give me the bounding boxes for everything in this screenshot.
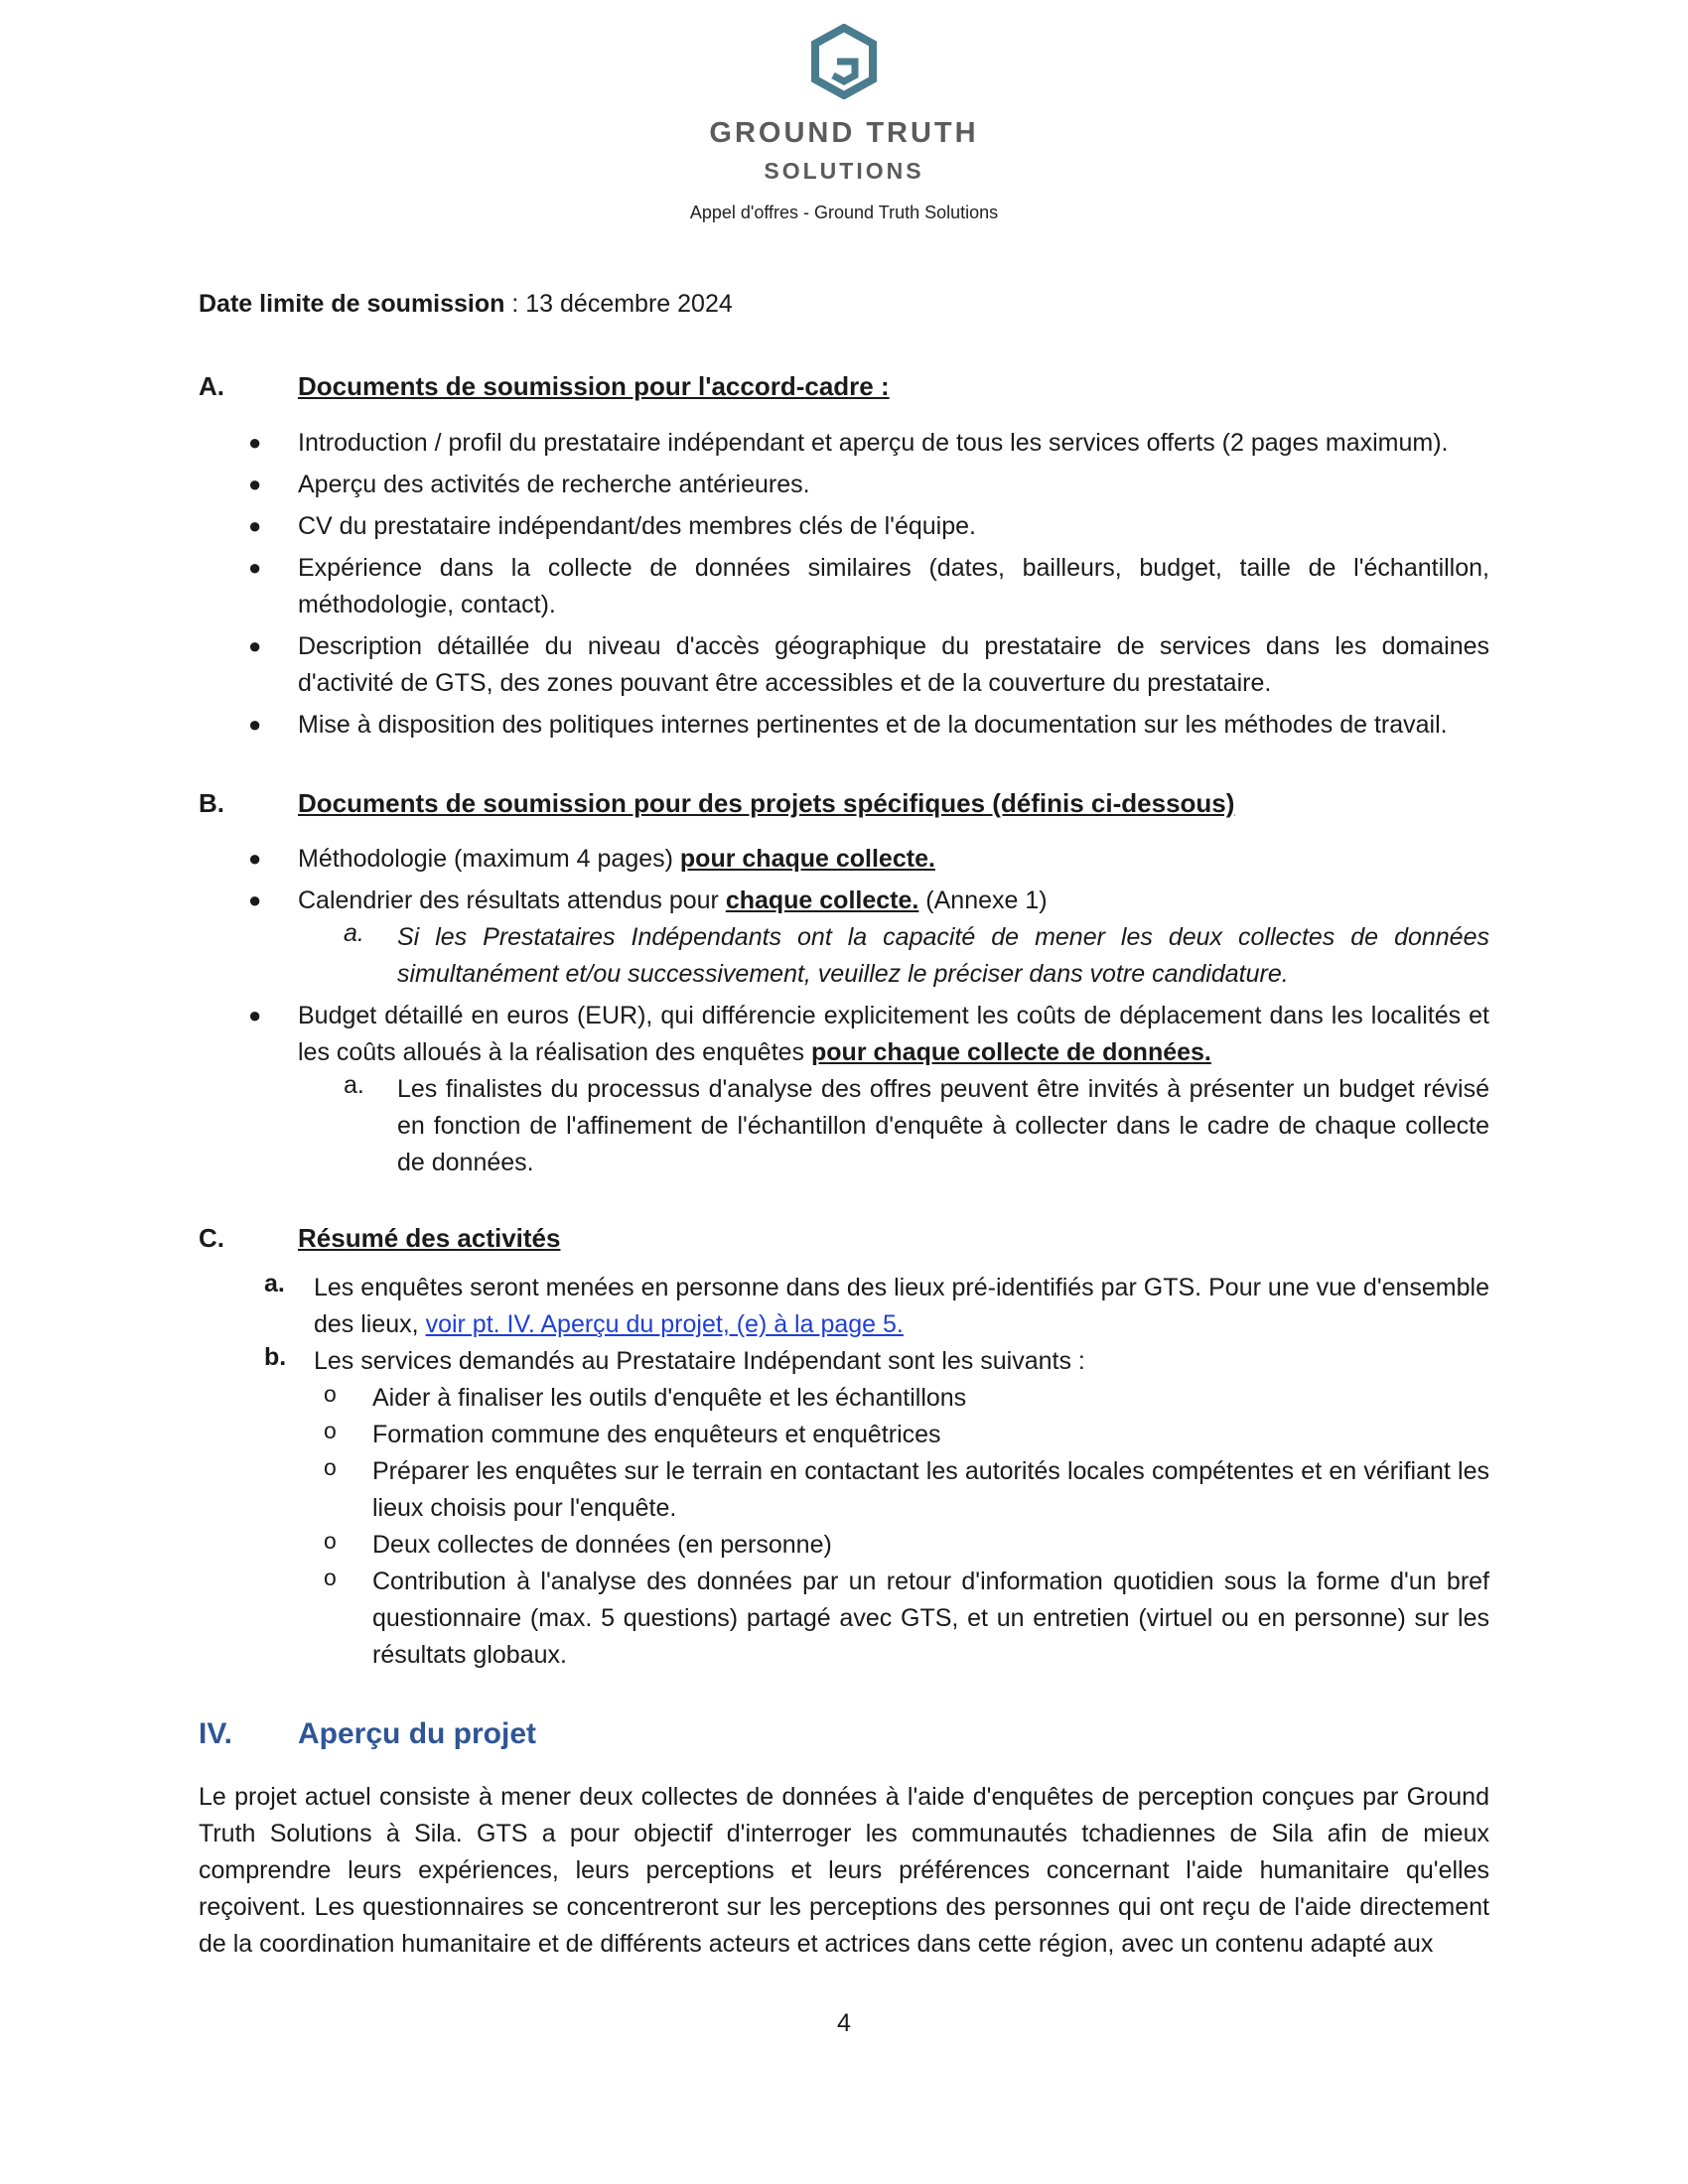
section-b-title: Documents de soumission pour des projets spécifiques (définis ci-dessous) [298, 788, 1235, 818]
bullet-icon: ● [248, 555, 262, 580]
section-iv-number: IV. [199, 1717, 232, 1750]
section-b-letter: B. [199, 788, 224, 818]
list-item: Les services demandés au Prestataire Indépendant sont les suivants : [314, 1347, 1085, 1375]
deadline-label: Date limite de soumission [199, 290, 505, 318]
bullet-icon: ● [248, 887, 262, 912]
list-item [298, 841, 1489, 878]
list-item [314, 1270, 1489, 1343]
item-emphasis: pour chaque collecte de données. [811, 1038, 1211, 1066]
list-item [298, 883, 1489, 919]
section-iv-title: Aperçu du projet [298, 1717, 537, 1750]
item-text: Budget détaillé en euros (EUR), qui différencie explicitement les coûts de déplacement dans les localités et les coûts alloués à la réalisation des enquêtes [298, 1002, 1489, 1066]
item-label: b. [264, 1343, 287, 1371]
brand-name: GROUND TRUTH [709, 117, 979, 149]
item-emphasis: chaque collecte. [725, 887, 919, 914]
item-label: a. [264, 1270, 285, 1297]
page-number: 4 [837, 2009, 851, 2037]
deadline [199, 290, 733, 319]
bullet-icon: ● [248, 633, 262, 658]
section-a-title: Documents de soumission pour l'accord-cadre : [298, 371, 890, 401]
sub-list-item: Formation commune des enquêteurs et enquêtrices [372, 1421, 941, 1448]
sub-list-item: Contribution à l'analyse des données par un retour d'information quotidien sous la forme d'un bref questionnaire (max. 5 questions) partagé avec GTS, et un entretien (virtuel ou en personne) sur les résultats globaux. [372, 1568, 1489, 1669]
section-iv-paragraph: Le projet actuel consiste à mener deux collectes de données à l'aide d'enquêtes de perception conçues par Ground Truth Solutions à Sila. GTS a pour objectif d'interroger les communautés tchadiennes de Sila afin de mieux comprendre leurs expériences, leurs perceptions et leurs préférences concernant l'aide humanitaire qu'elles reçoivent. Les questionnaires se concentreront sur les perceptions des personnes qui ont reçu de l'aide directement de la coordination humanitaire et de différents acteurs et actrices dans cette région, avec un contenu adapté aux [199, 1783, 1489, 1958]
sub-list-item: Préparer les enquêtes sur le terrain en contactant les autorités locales compétentes et en vérifiant les lieux choisis pour l'enquête. [372, 1457, 1489, 1522]
circle-bullet-icon: o [324, 1418, 337, 1443]
circle-bullet-icon: o [324, 1454, 337, 1480]
list-item: Mise à disposition des politiques internes pertinentes et de la documentation sur les méthodes de travail. [298, 711, 1448, 739]
list-item [298, 998, 1489, 1071]
circle-bullet-icon: o [324, 1381, 337, 1407]
section-c-letter: C. [199, 1223, 224, 1253]
list-item: CV du prestataire indépendant/des membres clés de l'équipe. [298, 512, 976, 540]
page-reference-link[interactable]: voir pt. IV. Aperçu du projet, (e) à la page 5. [425, 1310, 904, 1338]
sub-item-text: Les finalistes du processus d'analyse des offres peuvent être invités à présenter un budget révisé en fonction de l'affinement de l'échantillon d'enquête à collecter dans le cadre de chaque collecte de données. [397, 1075, 1489, 1176]
deadline-separator: : [504, 290, 526, 318]
bullet-icon: ● [248, 513, 262, 538]
item-text: Méthodologie (maximum 4 pages) [298, 845, 680, 873]
circle-bullet-icon: o [324, 1565, 337, 1590]
sub-item-label: a. [344, 919, 364, 947]
list-item: Description détaillée du niveau d'accès géographique du prestataire de services dans les domaines d'activité de GTS, des zones pouvant être accessibles et de la couverture du prestataire. [298, 632, 1489, 697]
section-c-title: Résumé des activités [298, 1223, 561, 1253]
header [0, 24, 1688, 223]
sub-item-text: Si les Prestataires Indépendants ont la capacité de mener les deux collectes de données simultanément et/ou successivement, veuillez le préciser dans votre candidature. [397, 923, 1489, 988]
deadline-value: 13 décembre 2024 [525, 290, 733, 318]
bullet-icon: ● [248, 430, 262, 455]
list-item: Introduction / profil du prestataire indépendant et aperçu de tous les services offerts (2 pages maximum). [298, 429, 1449, 457]
bullet-icon: ● [248, 846, 262, 871]
item-text: Les enquêtes seront menées en personne dans des lieux pré-identifiés par GTS. Pour une vue d'ensemble des lieux, [314, 1274, 1489, 1338]
bullet-icon: ● [248, 1003, 262, 1027]
list-item: Aperçu des activités de recherche antérieures. [298, 471, 810, 498]
header-subtitle: Appel d'offres - Ground Truth Solutions [689, 203, 999, 222]
list-item: Expérience dans la collecte de données similaires (dates, bailleurs, budget, taille de l'échantillon, méthodologie, contact). [298, 554, 1489, 618]
item-emphasis: pour chaque collecte. [679, 845, 935, 873]
sub-item-label: a. [344, 1071, 364, 1099]
gts-logo-icon [809, 24, 879, 99]
circle-bullet-icon: o [324, 1528, 337, 1554]
brand-subname: SOLUTIONS [764, 158, 924, 184]
item-tail: (Annexe 1) [918, 887, 1048, 914]
sub-list-item: Deux collectes de données (en personne) [372, 1531, 832, 1559]
sub-list-item: Aider à finaliser les outils d'enquête et les échantillons [372, 1384, 967, 1412]
bullet-icon: ● [248, 712, 262, 737]
bullet-icon: ● [248, 472, 262, 496]
item-text: Calendrier des résultats attendus pour [298, 887, 726, 914]
section-a-letter: A. [199, 371, 224, 401]
